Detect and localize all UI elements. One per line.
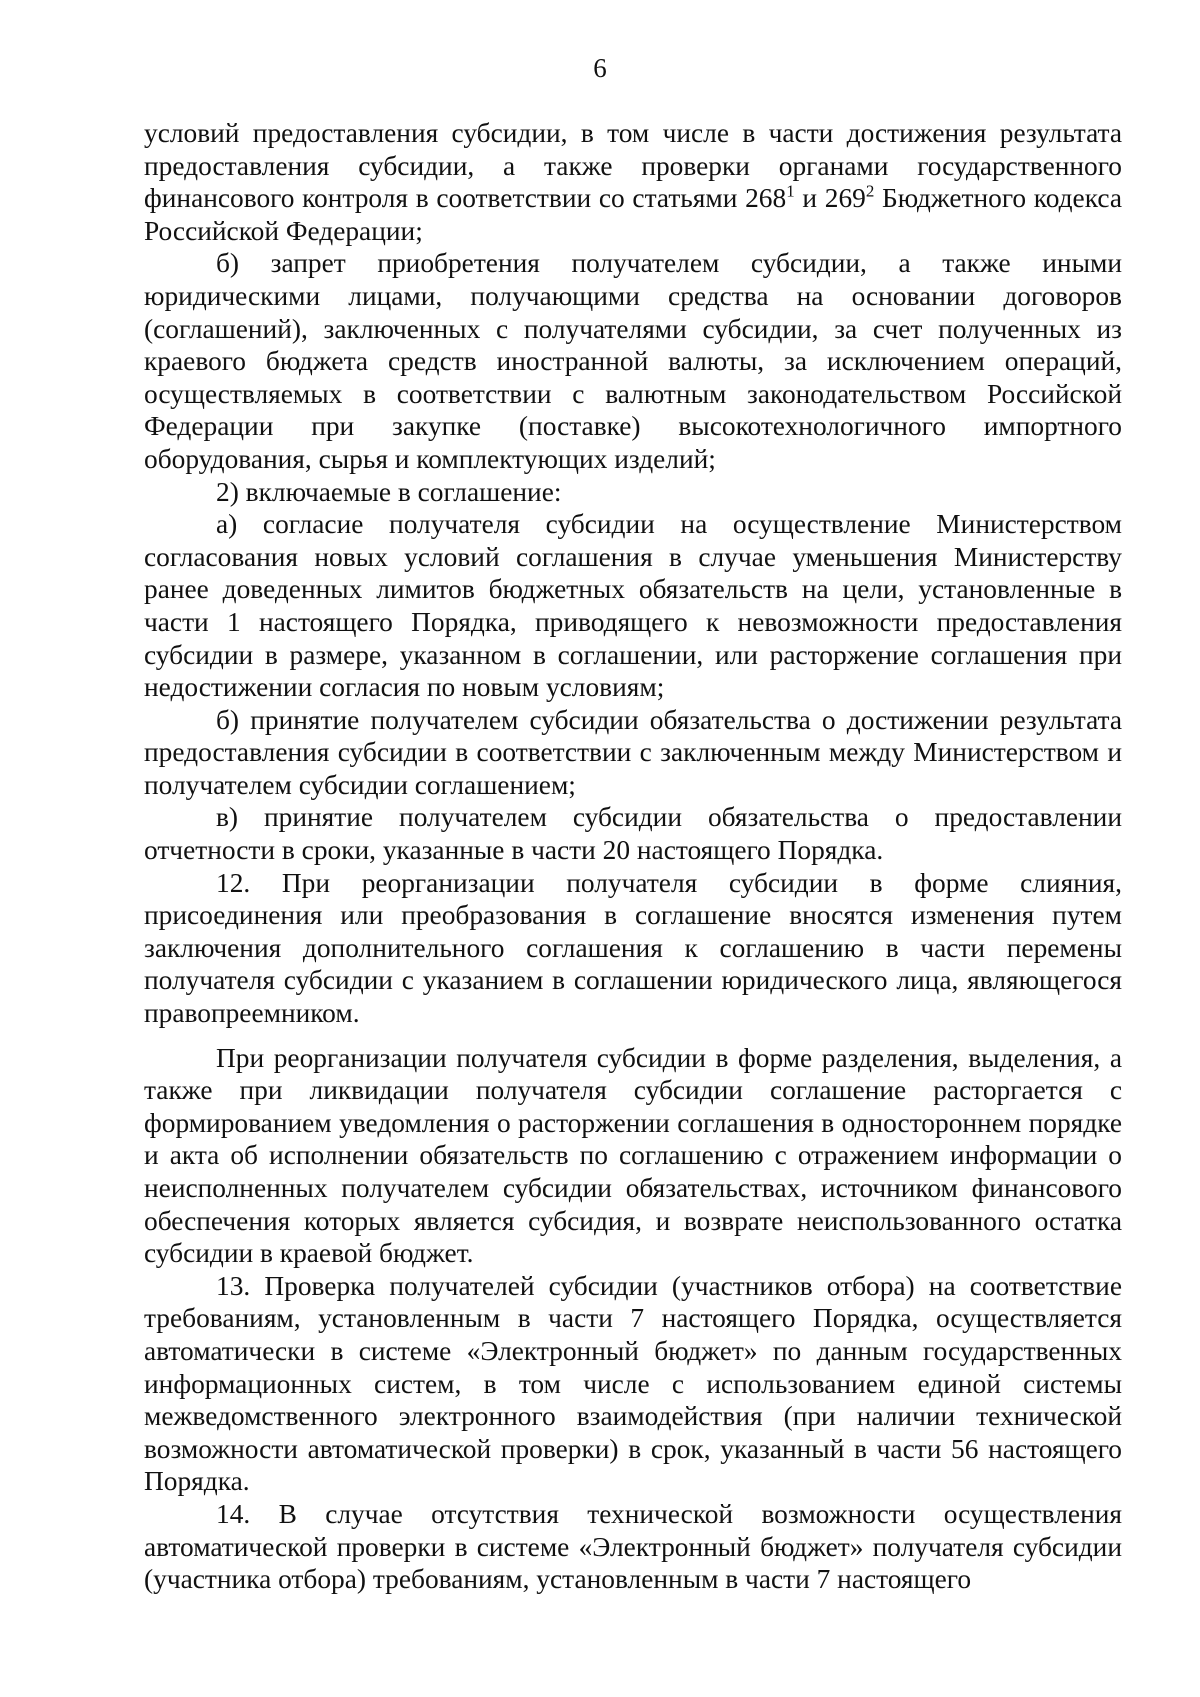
paragraph bbox=[144, 801, 1122, 866]
paragraph bbox=[144, 476, 1122, 509]
paragraph bbox=[144, 117, 1122, 247]
paragraph bbox=[144, 247, 1122, 475]
text-run: в) принятие получателем субсидии обязательства о предоставлении отчетности в сроки, указанные в части 20 настоящего Порядка. bbox=[144, 802, 1122, 866]
paragraph bbox=[144, 1270, 1122, 1498]
text-run: При реорганизации получателя субсидии в форме разделения, выделения, а также при ликвидации получателя субсидии соглашение расторгается с формированием уведомления о расторжении соглашения в одностороннем порядке и акта об исполнении обязательств по соглашению с отражением информации о неисполненных получателем субсидии обязательствах, источником финансового обеспечения которых является субсидия, и возврате неиспользованного остатка субсидии в краевой бюджет. bbox=[144, 1042, 1122, 1269]
paragraph bbox=[144, 704, 1122, 802]
text-run: Бюджетного кодекса Российской Федерации; bbox=[144, 183, 1122, 246]
text-run: б) запрет приобретения получателем субсидии, а также иными юридическими лицами, получающими средства на основании договоров (соглашений), заключенных с получателями субсидии, за счет полученных из краевого бюджета средств иностранной валюты, за исключением операций, осуществляемых в соответствии с валютным законодательством Российской Федерации при закупке (поставке) высокотехнологичного импортного оборудования, сырья и комплектующих изделий; bbox=[144, 248, 1122, 474]
text-run: 14. В случае отсутствия технической возможности осуществления автоматической проверки в системе «Электронный бюджет» получателя субсидии (участника отбора) требованиям, установленным в части 7 настоящего bbox=[144, 1498, 1122, 1595]
text-run: условий предоставления субсидии, в том числе в части достижения результата предоставления субсидии, а также проверки органами государственного финансового контроля в соответствии со статьями 268 bbox=[144, 118, 1122, 214]
document-body bbox=[144, 117, 1122, 1596]
text-run: и 269 bbox=[794, 183, 866, 214]
superscript: 1 bbox=[786, 181, 795, 201]
superscript: 2 bbox=[865, 181, 875, 201]
text-run: а) согласие получателя субсидии на осуществление Министерством согласования новых условий соглашения в случае уменьшения Министерству ранее доведенных лимитов бюджетных обязательств на цели, установленные в части 1 настоящего Порядка, приводящего к невозможности предоставления субсидии в размере, указанном в соглашении, или расторжение соглашения при недостижении согласия по новым условиям; bbox=[144, 509, 1122, 703]
paragraph bbox=[144, 1498, 1122, 1596]
page-number: 6 bbox=[593, 53, 607, 83]
text-run: 13. Проверка получателей субсидии (участников отбора) на соответствие требованиям, установленным в части 7 настоящего Порядка, осуществляется автоматически в системе «Электронный бюджет» по данным государственных информационных систем, в том числе с использованием единой системы межведомственного электронного взаимодействия (при наличии технической возможности автоматической проверки) в срок, указанный в части 56 настоящего Порядка. bbox=[144, 1270, 1122, 1497]
paragraph bbox=[144, 508, 1122, 704]
paragraph bbox=[144, 867, 1122, 1030]
text-run: 12. При реорганизации получателя субсидии в форме слияния, присоединения или преобразования в соглашение вносятся изменения путем заключения дополнительного соглашения к соглашению в части перемены получателя субсидии с указанием в соглашении юридического лица, являющегося правопреемником. bbox=[144, 867, 1122, 1029]
paragraph bbox=[144, 1042, 1122, 1270]
text-run: 2) включаемые в соглашение: bbox=[216, 476, 562, 507]
text-run: б) принятие получателем субсидии обязательства о достижении результата предоставления субсидии в соответствии с заключенным между Министерством и получателем субсидии соглашением; bbox=[144, 704, 1122, 800]
